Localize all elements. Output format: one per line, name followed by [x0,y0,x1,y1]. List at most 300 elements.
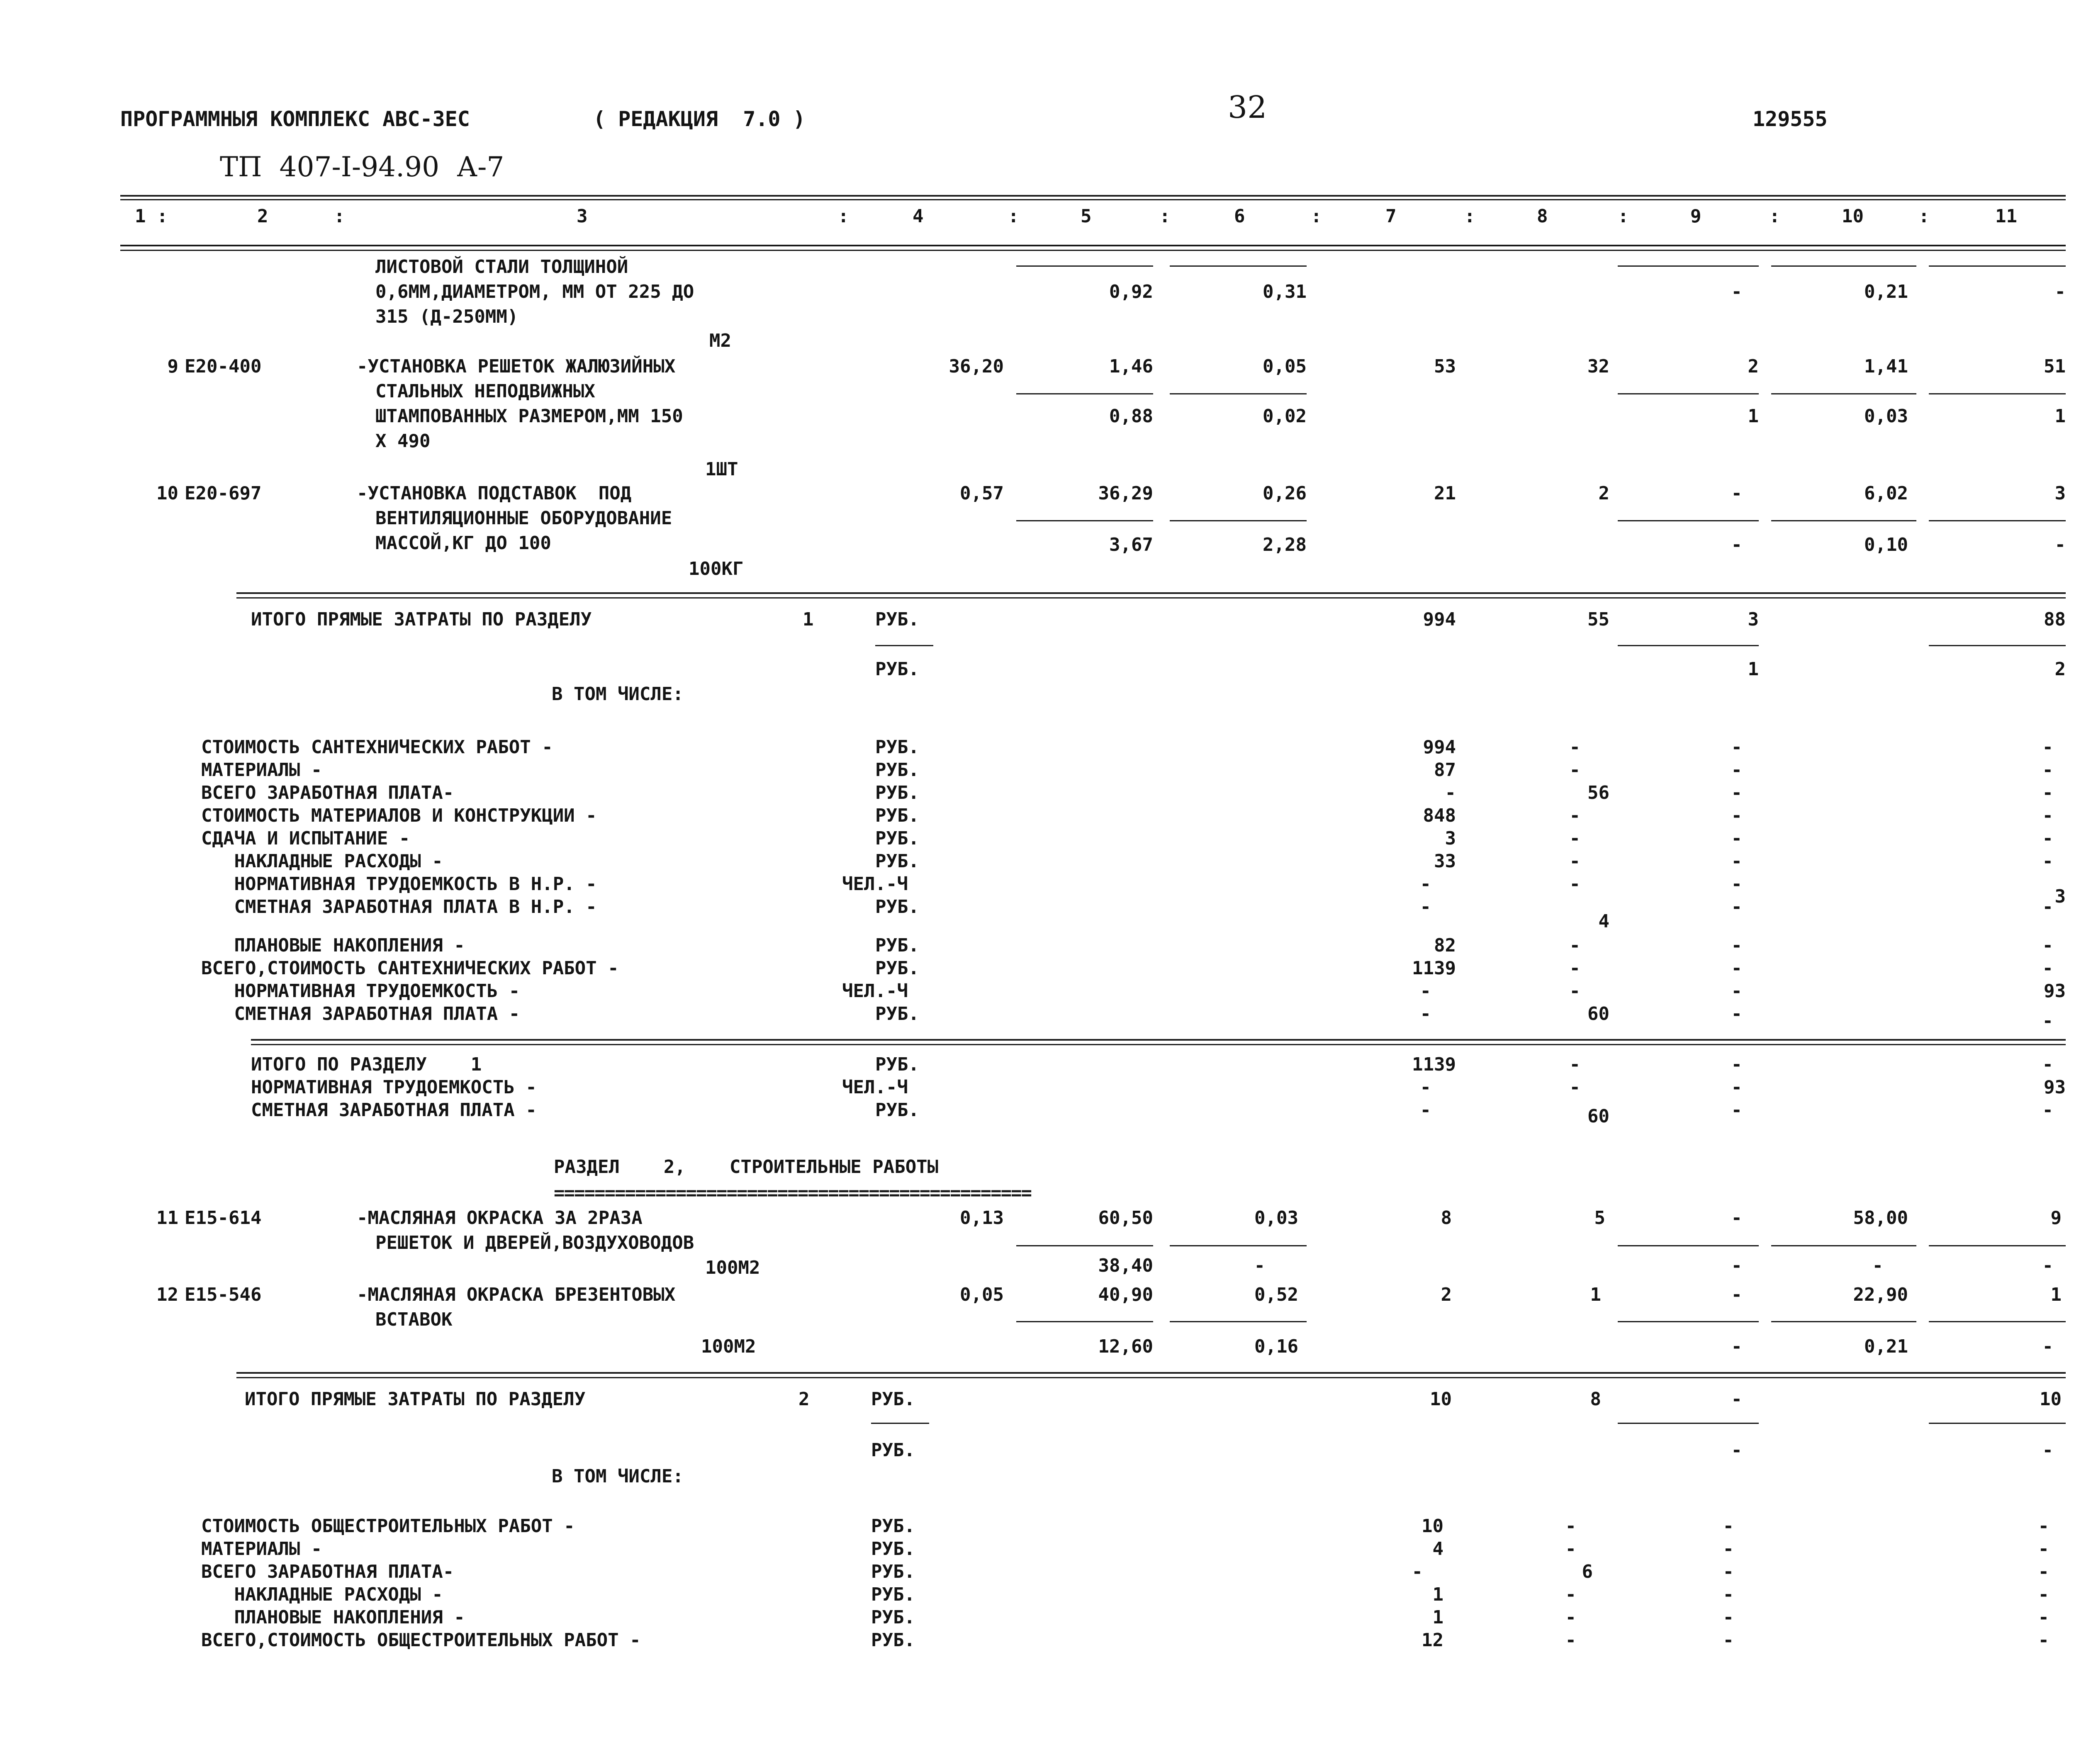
cell-col10: 1,41 [1864,356,1908,377]
breakdown-unit: РУБ. [875,759,919,781]
cell-col8: - [1569,935,1580,956]
summary-label: СМЕТНАЯ ЗАРАБОТНАЯ ПЛАТА - [251,1100,537,1121]
col-header-sep: : [1464,206,1475,227]
breakdown-unit: РУБ. [875,1003,919,1024]
cell-rule [1016,265,1153,267]
item-description: РЕШЕТОК И ДВЕРЕЙ,ВОЗДУХОВОДОВ [375,1232,694,1253]
item-code: Е15-546 [185,1284,262,1305]
cell-rule [1618,645,1759,646]
cell-col9: - [1731,851,1742,872]
cell-col6: 2,28 [1263,534,1307,555]
summary-unit: ЧЕЛ.-Ч [842,1077,908,1098]
item-description: Х 490 [375,431,431,452]
cell-col11: 93 [2044,1077,2066,1098]
cell-rule [1170,520,1307,521]
total-unit: РУБ. [871,1389,915,1410]
cell-col11: - [2042,935,2053,956]
cell-col11: - [2042,805,2053,826]
breakdown-unit: ЧЕЛ.-Ч [842,981,908,1002]
breakdown-label: НАКЛАДНЫЕ РАСХОДЫ - [201,1584,443,1605]
cell-col7: 1 [1432,1584,1444,1605]
cell-rule [1929,1245,2066,1246]
cell-col7: 87 [1434,759,1456,781]
cell-rule [1016,520,1153,521]
breakdown-label: НОРМАТИВНАЯ ТРУДОЕМКОСТЬ - [201,981,520,1002]
cell-col11: - [2042,759,2053,781]
cell-rule [1170,1245,1307,1246]
cell-col9: - [1731,896,1742,917]
cell-col4: 0,05 [960,1284,1004,1305]
item-unit: 100КГ [689,558,744,579]
col-header-sep: : [1311,206,1322,227]
cell-col6: 0,26 [1263,483,1307,504]
item-description: 0,6ММ,ДИАМЕТРОМ, ММ ОТ 225 ДО [375,281,694,302]
breakdown-unit: РУБ. [875,805,919,826]
item-description: МАССОЙ,КГ ДО 100 [375,533,551,554]
cell-col9: - [1731,1440,1742,1461]
cell-col8: - [1569,981,1580,1002]
cell-col7: 3 [1445,828,1456,849]
cell-col8: 32 [1587,356,1609,377]
cell-col6: 0,31 [1263,281,1307,302]
cell-col10: 58,00 [1853,1207,1908,1229]
cell-col9: - [1731,1100,1742,1121]
breakdown-label: ВСЕГО,СТОИМОСТЬ САНТЕХНИЧЕСКИХ РАБОТ - [201,958,619,979]
table-top-rule [120,195,2066,197]
cell-col5: 3,67 [1109,534,1153,555]
item-description: -УСТАНОВКА РЕШЕТОК ЖАЛЮЗИЙНЫХ [357,356,676,377]
cell-col7: - [1420,896,1431,917]
item-description: СТАЛЬНЫХ НЕПОДВИЖНЫХ [375,381,595,402]
cell-col11: 93 [2044,981,2066,1002]
cell-col8: 6 [1582,1561,1593,1582]
item-unit: 100М2 [701,1336,756,1357]
cell-col11: - [2042,782,2053,803]
col-header-sep: : [1918,206,1930,227]
item-unit: 1ШТ [705,459,738,480]
breakdown-unit: РУБ. [871,1538,915,1560]
cell-col8: 60 [1587,1106,1609,1127]
cell-col11: - [2055,281,2066,302]
breakdown-unit: РУБ. [875,896,919,917]
cell-col9: - [1731,1389,1742,1410]
breakdown-unit: РУБ. [871,1516,915,1537]
cell-col7: - [1420,981,1431,1002]
col-header-2: 2 [257,206,268,227]
cell-col9: - [1723,1561,1734,1582]
cell-col8: - [1569,851,1580,872]
cell-col11: - [2042,737,2053,758]
cell-col11: - [2042,958,2053,979]
cell-col8: 56 [1587,782,1609,803]
cell-rule [1016,393,1153,394]
section-rule-2 [251,1044,2066,1045]
cell-col8: 5 [1594,1207,1605,1229]
cell-col8: - [1565,1538,1576,1560]
cell-col5: 12,60 [1098,1336,1153,1357]
cell-col4: 0,57 [960,483,1004,504]
cell-col7: 21 [1434,483,1456,504]
col-header-7: 7 [1385,206,1397,227]
cell-col7: - [1445,782,1456,803]
cell-col8: - [1565,1630,1576,1651]
col-header-10: 10 [1842,206,1864,227]
cell-rule [1929,265,2066,267]
cell-rule [1618,1423,1759,1424]
cell-col11: 3 [2055,483,2066,504]
cell-col11: - [2055,534,2066,555]
including-label: В ТОМ ЧИСЛЕ: [552,684,684,705]
item-number: 9 [167,356,178,377]
cell-col9: - [1731,281,1742,302]
cell-col11: - [2042,1054,2053,1075]
breakdown-unit: РУБ. [875,782,919,803]
summary-label: НОРМАТИВНАЯ ТРУДОЕМКОСТЬ - [251,1077,537,1098]
col-header-11: 11 [1995,206,2017,227]
cell-col9: - [1723,1607,1734,1628]
total-label: ИТОГО ПРЯМЫЕ ЗАТРАТЫ ПО РАЗДЕЛУ [245,1389,586,1410]
cell-col11: - [2042,896,2053,917]
total-unit: РУБ. [871,1440,915,1461]
table-top-rule-2 [120,199,2066,200]
cell-col11: - [2042,1440,2053,1461]
cell-col8: - [1569,759,1580,781]
breakdown-label: СТОИМОСТЬ МАТЕРИАЛОВ И КОНСТРУКЦИИ - [201,805,597,826]
item-description: 315 (Д-250ММ) [375,306,518,327]
item-description: ЛИСТОВОЙ СТАЛИ ТОЛЩИНОЙ [375,256,628,277]
cell-col8: 8 [1590,1389,1601,1410]
cell-col5: 1,46 [1109,356,1153,377]
cell-col9: - [1723,1516,1734,1537]
section-rule [236,1372,2066,1374]
summary-label: ИТОГО ПО РАЗДЕЛУ 1 [251,1054,482,1075]
cell-col11: - [2038,1538,2049,1560]
cell-col9: - [1731,1255,1742,1276]
cell-rule [1771,265,1916,267]
item-code: Е15-614 [185,1207,262,1229]
cell-col9: - [1731,828,1742,849]
col-header-6: 6 [1234,206,1245,227]
breakdown-label: ПЛАНОВЫЕ НАКОПЛЕНИЯ - [201,935,465,956]
breakdown-label: МАТЕРИАЛЫ - [201,1538,322,1560]
cell-col7: 33 [1434,851,1456,872]
cell-col8: 60 [1587,1003,1609,1024]
document-code: 129555 [1753,107,1828,131]
total-unit: РУБ. [875,659,919,680]
cell-rule [1170,393,1307,394]
breakdown-unit: РУБ. [875,958,919,979]
breakdown-unit: РУБ. [875,737,919,758]
section-rule [236,592,2066,594]
cell-col9: - [1731,1054,1742,1075]
cell-col5: 0,92 [1109,281,1153,302]
header-bottom-rule [120,245,2066,246]
cell-rule [1618,1245,1759,1246]
cell-col11: - [2042,1255,2053,1276]
breakdown-label: ВСЕГО,СТОИМОСТЬ ОБЩЕСТРОИТЕЛЬНЫХ РАБОТ - [201,1630,641,1651]
item-code: Е20-697 [185,483,262,504]
cell-col8: 55 [1587,609,1609,630]
col-header-9: 9 [1690,206,1702,227]
cell-col6: 0,05 [1263,356,1307,377]
cell-rule [1929,393,2066,394]
item-description: ШТАМПОВАННЫХ РАЗМЕРОМ,ММ 150 [375,406,683,427]
cell-col9: - [1731,483,1742,504]
cell-col9: - [1731,805,1742,826]
breakdown-label: ВСЕГО ЗАРАБОТНАЯ ПЛАТА- [201,1561,454,1582]
including-label: В ТОМ ЧИСЛЕ: [552,1466,684,1487]
breakdown-unit: РУБ. [875,935,919,956]
cell-col9: - [1731,981,1742,1002]
breakdown-label: НАКЛАДНЫЕ РАСХОДЫ - [201,851,443,872]
item-number: 11 [156,1207,178,1229]
cell-rule [1929,520,2066,521]
cell-col8: - [1565,1607,1576,1628]
cell-col7: - [1420,873,1431,895]
cell-col10: 0,03 [1864,406,1908,427]
col-header-sep: : [1618,206,1629,227]
col-header-sep: : [838,206,849,227]
cell-col10: 0,21 [1864,1336,1908,1357]
cell-col8: - [1569,1077,1580,1098]
cell-col8: 4 [1598,911,1609,932]
cell-col6: 0,16 [1254,1336,1298,1357]
breakdown-label: ПЛАНОВЫЕ НАКОПЛЕНИЯ - [201,1607,465,1628]
section-rule [251,1039,2066,1041]
item-number: 12 [156,1284,178,1305]
cell-col11: 1 [2050,1284,2062,1305]
cell-col7: 82 [1434,935,1456,956]
cell-col8: - [1569,958,1580,979]
cell-col8: - [1569,737,1580,758]
cell-rule [1016,1321,1153,1322]
cell-col11: - [2038,1516,2049,1537]
breakdown-unit: ЧЕЛ.-Ч [842,873,908,895]
cell-rule [1170,265,1307,267]
cell-col6: 0,52 [1254,1284,1298,1305]
cell-col9: - [1731,958,1742,979]
cell-col7: 994 [1423,737,1456,758]
cell-rule [1771,393,1916,394]
cell-col9: - [1731,1207,1742,1229]
cell-col7: 994 [1423,609,1456,630]
item-unit: М2 [709,330,731,351]
cell-col6: - [1254,1255,1265,1276]
cell-col11: - [2038,1630,2049,1651]
cell-rule [1170,1321,1307,1322]
cell-col11: - [2038,1561,2049,1582]
cell-col11: 88 [2044,609,2066,630]
col-header-sep: : [1769,206,1780,227]
cell-col7: - [1412,1561,1423,1582]
breakdown-unit: РУБ. [875,851,919,872]
col-header-5: 5 [1081,206,1092,227]
cell-col11: 9 [2050,1207,2062,1229]
item-description: -УСТАНОВКА ПОДСТАВОК ПОД [357,483,632,504]
cell-col7: 1139 [1412,1054,1456,1075]
cell-col8: - [1569,828,1580,849]
cell-col5: 0,88 [1109,406,1153,427]
cell-col9: - [1731,759,1742,781]
cell-col9: - [1723,1584,1734,1605]
cell-col11: - [2042,1100,2053,1121]
breakdown-unit: РУБ. [871,1561,915,1582]
breakdown-label: СДАЧА И ИСПЫТАНИЕ - [201,828,410,849]
summary-unit: РУБ. [875,1054,919,1075]
item-description: ВСТАВОК [375,1309,453,1330]
cell-col7: 53 [1434,356,1456,377]
cell-col6: 0,02 [1263,406,1307,427]
cell-col10: - [1872,1255,1883,1276]
cell-col7: - [1420,1077,1431,1098]
cell-col9: - [1731,1284,1742,1305]
cell-rule [1771,1245,1916,1246]
cell-rule [1618,520,1759,521]
total-unit: РУБ. [875,609,919,630]
col-header-1: 1 : [135,206,168,227]
cell-col9: - [1723,1630,1734,1651]
cell-col7: 8 [1441,1207,1452,1229]
cell-col5: 60,50 [1098,1207,1153,1229]
cell-col9: - [1731,1003,1742,1024]
breakdown-unit: РУБ. [871,1607,915,1628]
breakdown-unit: РУБ. [871,1630,915,1651]
col-header-3: 3 [577,206,588,227]
cell-col8: 1 [1590,1284,1601,1305]
cell-col7: 4 [1432,1538,1444,1560]
cell-col4: 0,13 [960,1207,1004,1229]
col-header-8: 8 [1537,206,1548,227]
breakdown-label: СТОИМОСТЬ САНТЕХНИЧЕСКИХ РАБОТ - [201,737,553,758]
cell-col7: 1 [1432,1607,1444,1628]
cell-col9: - [1723,1538,1734,1560]
cell-col10: 6,02 [1864,483,1908,504]
cell-col5: 40,90 [1098,1284,1153,1305]
cell-col11: - [2042,1336,2053,1357]
cell-col11: 3 [2055,886,2066,907]
item-unit: 100М2 [705,1257,760,1278]
cell-col11: - [2042,828,2053,849]
cell-col10: 0,21 [1864,281,1908,302]
cell-col7: 2 [1441,1284,1452,1305]
breakdown-label: СТОИМОСТЬ ОБЩЕСТРОИТЕЛЬНЫХ РАБОТ - [201,1516,575,1537]
cell-rule [1016,1245,1153,1246]
cell-col4: 36,20 [949,356,1004,377]
cell-col7: 848 [1423,805,1456,826]
cell-col10: 0,10 [1864,534,1908,555]
cell-col6: 0,03 [1254,1207,1298,1229]
cell-col9: 2 [1748,356,1759,377]
item-description: -МАСЛЯНАЯ ОКРАСКА БРЕЗЕНТОВЫХ [357,1284,676,1305]
cell-col9: - [1731,873,1742,895]
cell-col9: - [1731,534,1742,555]
total-section-number: 1 [803,609,814,630]
cell-rule [1929,1423,2066,1424]
cell-col11: - [2038,1584,2049,1605]
item-code: Е20-400 [185,356,262,377]
cell-rule [1618,265,1759,267]
breakdown-label: НОРМАТИВНАЯ ТРУДОЕМКОСТЬ В Н.Р. - [201,873,597,895]
cell-col8: - [1569,805,1580,826]
cell-col9: - [1731,1077,1742,1098]
cell-col7: - [1420,1003,1431,1024]
page-number: 32 [1228,90,1267,125]
cell-col7: - [1420,1100,1431,1121]
cell-col10: 22,90 [1853,1284,1908,1305]
project-code: ТП 407-I-94.90 А-7 [220,151,504,183]
cell-col7: 1139 [1412,958,1456,979]
cell-rule [1618,393,1759,394]
cell-col8: - [1565,1584,1576,1605]
cell-col11: - [2042,851,2053,872]
cell-col9: - [1731,935,1742,956]
cell-col9: 1 [1748,406,1759,427]
cell-col8: - [1569,873,1580,895]
cell-col9: 1 [1748,659,1759,680]
breakdown-label: МАТЕРИАЛЫ - [201,759,322,781]
col-header-4: 4 [913,206,924,227]
item-number: 10 [156,483,178,504]
cell-col11: 1 [2055,406,2066,427]
cell-rule [871,1423,929,1424]
col-header-sep: : [1008,206,1019,227]
cell-col9: - [1731,782,1742,803]
breakdown-unit: РУБ. [871,1584,915,1605]
cell-rule [1929,1321,2066,1322]
col-header-sep: : [334,206,345,227]
cell-col9: - [1731,1336,1742,1357]
section-rule-2 [236,1377,2066,1378]
col-header-sep: : [1159,206,1171,227]
cell-col8: 2 [1598,483,1609,504]
breakdown-label: ВСЕГО ЗАРАБОТНАЯ ПЛАТА- [201,782,454,803]
cell-col9: - [1731,737,1742,758]
item-description: ВЕНТИЛЯЦИОННЫЕ ОБОРУДОВАНИЕ [375,508,672,529]
section-rule-2 [236,597,2066,599]
cell-col5: 38,40 [1098,1255,1153,1276]
total-section-number: 2 [798,1389,810,1410]
section-title-underline: =============================================== [554,1182,1032,1204]
edition-label: ( РЕДАКЦИЯ 7.0 ) [593,107,806,131]
cell-rule [1771,1321,1916,1322]
cell-rule [1618,1321,1759,1322]
breakdown-label: СМЕТНАЯ ЗАРАБОТНАЯ ПЛАТА В Н.Р. - [201,896,597,917]
cell-col11: - [2038,1607,2049,1628]
cell-col8: - [1569,1054,1580,1075]
cell-col7: 10 [1422,1516,1444,1537]
section-title: РАЗДЕЛ 2, СТРОИТЕЛЬНЫЕ РАБОТЫ [554,1156,939,1178]
cell-col9: 3 [1748,609,1759,630]
cell-rule [1771,520,1916,521]
cell-col11: 10 [2040,1389,2062,1410]
cell-col11: - [2042,1010,2053,1032]
header-bottom-rule-2 [120,250,2066,251]
cell-col8: - [1565,1516,1576,1537]
cell-rule [1929,645,2066,646]
cell-col7: 10 [1430,1389,1452,1410]
cell-rule [875,645,933,646]
breakdown-unit: РУБ. [875,828,919,849]
cell-col11: 2 [2055,659,2066,680]
item-description: -МАСЛЯНАЯ ОКРАСКА ЗА 2РАЗА [357,1207,643,1229]
total-label: ИТОГО ПРЯМЫЕ ЗАТРАТЫ ПО РАЗДЕЛУ [251,609,592,630]
cell-col5: 36,29 [1098,483,1153,504]
program-title: ПРОГРАММНЫЯ КОМПЛЕКС АВС-ЗЕС [120,107,470,131]
cell-col11: 51 [2044,356,2066,377]
cell-col7: 12 [1422,1630,1444,1651]
summary-unit: РУБ. [875,1100,919,1121]
breakdown-label: СМЕТНАЯ ЗАРАБОТНАЯ ПЛАТА - [201,1003,520,1024]
